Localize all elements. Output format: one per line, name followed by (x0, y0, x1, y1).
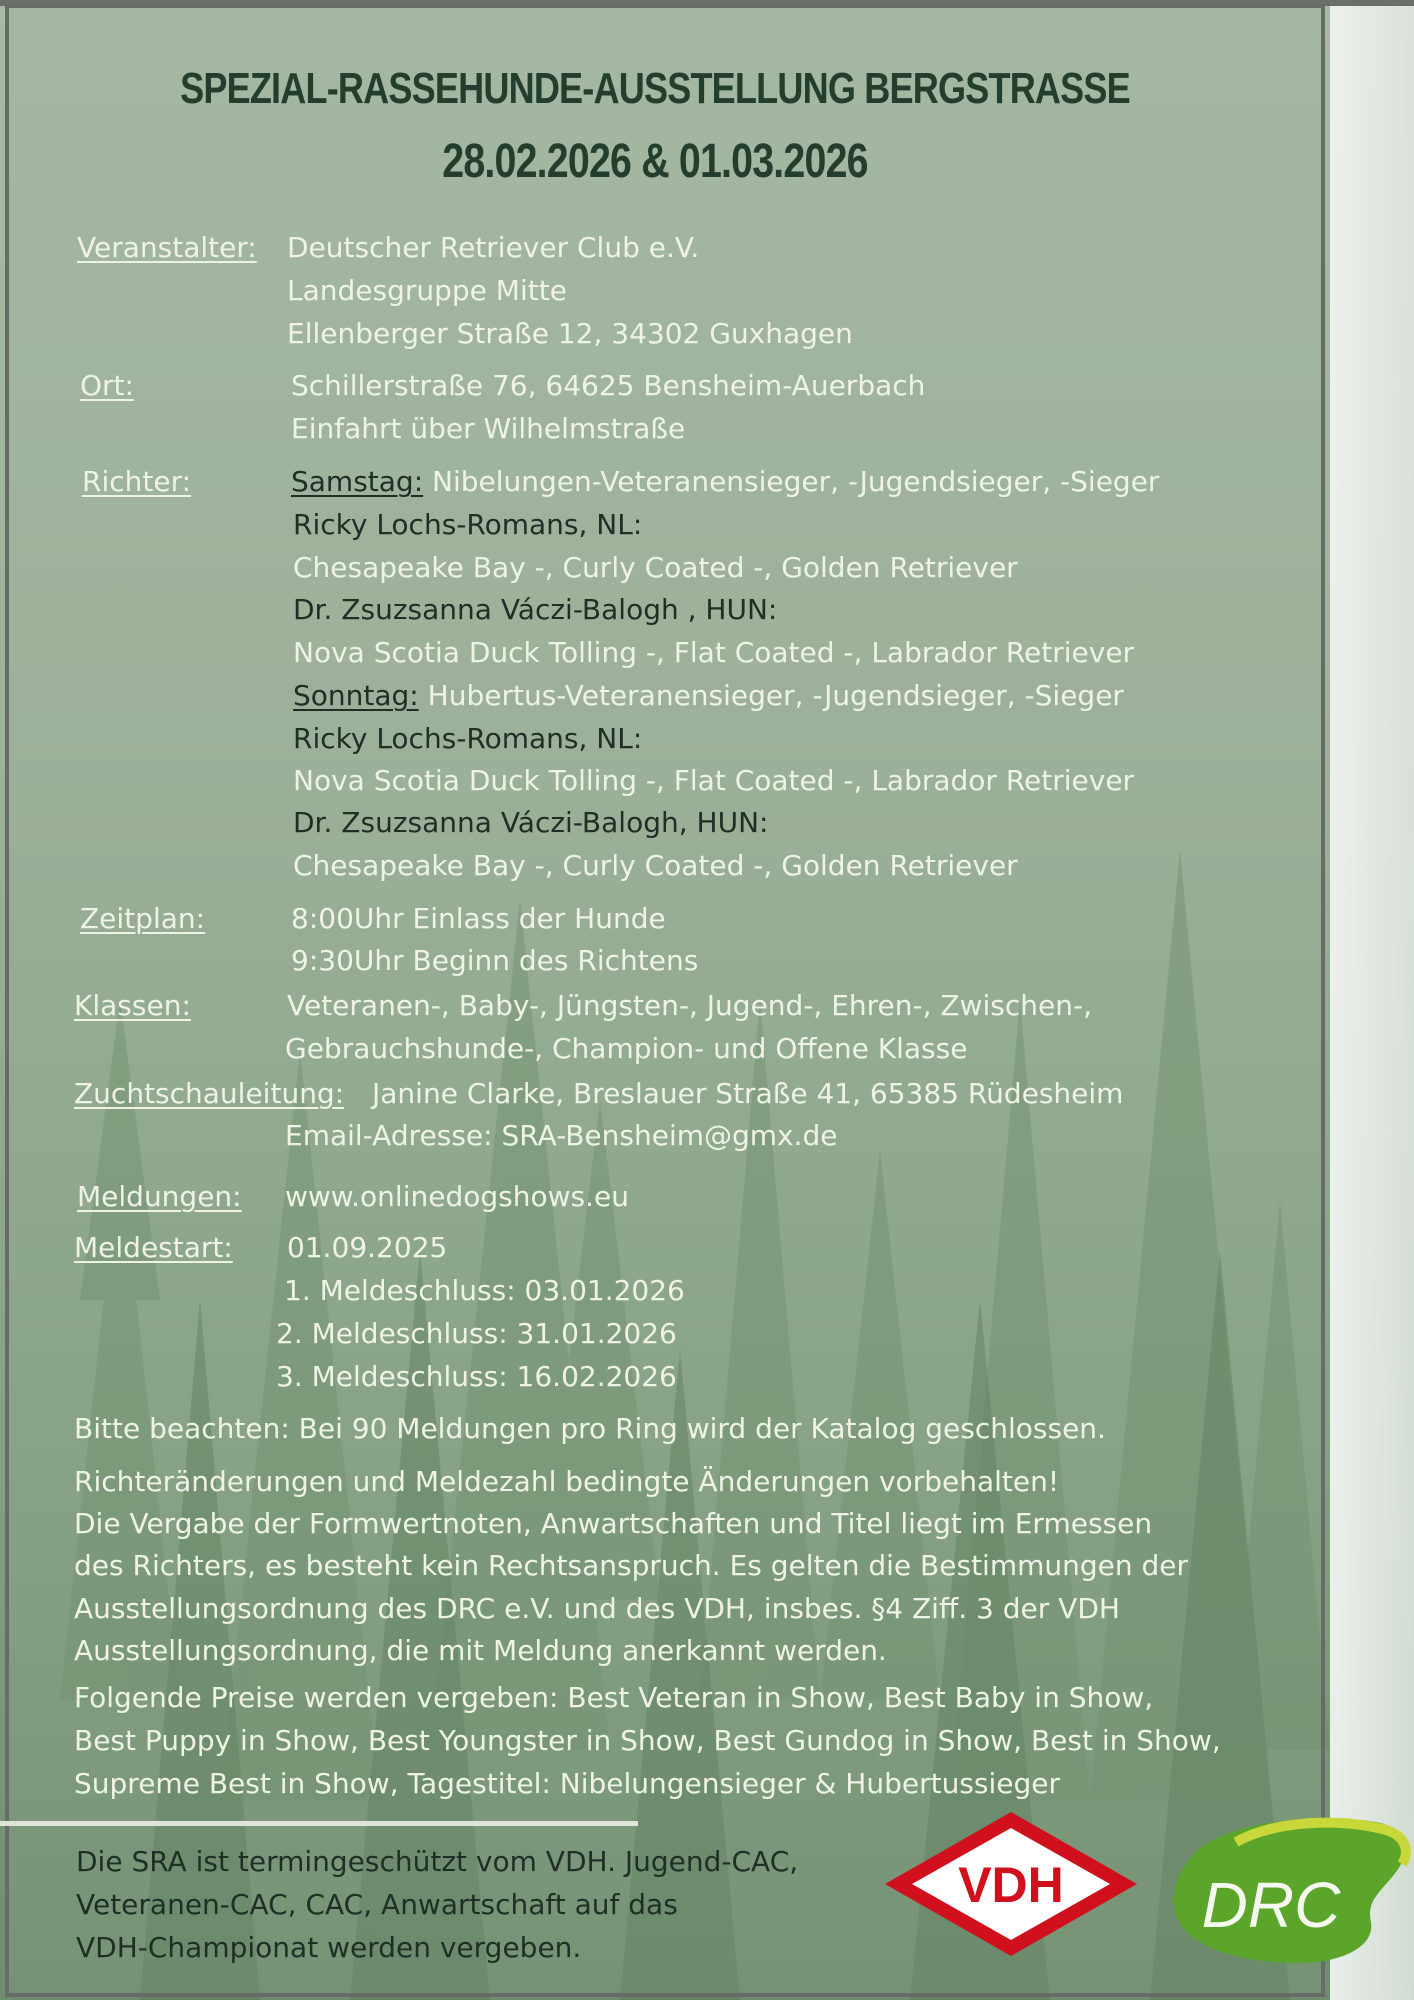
judge-name: Dr. Zsuzsanna Váczi-Balogh, HUN: (293, 806, 769, 839)
footer-line: Die SRA ist termingeschützt vom VDH. Jugend-CAC, (76, 1845, 799, 1878)
zeitplan-line: 9:30Uhr Beginn des Richtens (291, 944, 699, 977)
drc-logo-text: DRC (1201, 1869, 1341, 1941)
footer-divider (0, 1821, 638, 1826)
meldeschluss-item: 2. Meldeschluss: 31.01.2026 (276, 1317, 677, 1350)
judge-name: Ricky Lochs-Romans, NL: (293, 508, 643, 541)
veranstalter-line: Ellenberger Straße 12, 34302 Guxhagen (287, 317, 853, 350)
ort-label: Ort: (80, 369, 134, 402)
preise-line: Best Puppy in Show, Best Youngster in Show, Best Gundog in Show, Best in Show, (74, 1724, 1221, 1757)
judge-breeds: Chesapeake Bay -, Curly Coated -, Golden Retriever (293, 551, 1018, 584)
sonntag-line (293, 679, 1124, 713)
meldeschluss-item: 3. Meldeschluss: 16.02.2026 (276, 1360, 677, 1393)
preise-line: Folgende Preise werden vergeben: Best Veteran in Show, Best Baby in Show, (74, 1681, 1154, 1714)
vdh-logo-text: VDH (958, 1857, 1064, 1913)
vorbehalt-line: Richteränderungen und Meldezahl bedingte Änderungen vorbehalten! (74, 1465, 1060, 1498)
vorbehalt-line: Ausstellungsordnung, die mit Meldung anerkannt werden. (74, 1634, 887, 1667)
vdh-logo (882, 1810, 1140, 1958)
footer-line: VDH-Championat werden vergeben. (76, 1931, 582, 1964)
vorbehalt-line: Ausstellungsordnung des DRC e.V. und des VDH, insbes. §4 Ziff. 3 der VDH (74, 1592, 1120, 1625)
veranstalter-line: Landesgruppe Mitte (287, 274, 567, 307)
drc-logo (1166, 1812, 1414, 1970)
judge-breeds: Nova Scotia Duck Tolling -, Flat Coated -, Labrador Retriever (293, 764, 1135, 797)
judge-breeds: Chesapeake Bay -, Curly Coated -, Golden Retriever (293, 849, 1018, 882)
vorbehalt-line: des Richters, es besteht kein Rechtsanspruch. Es gelten die Bestimmungen der (74, 1549, 1189, 1582)
zeitplan-line: 8:00Uhr Einlass der Hunde (291, 902, 666, 935)
meldungen-label: Meldungen: (77, 1180, 242, 1213)
sonntag-title: Hubertus-Veteranensieger, -Jugendsieger, -Sieger (418, 679, 1124, 712)
veranstalter-line: Deutscher Retriever Club e.V. (287, 231, 700, 264)
vorbehalt-line: Die Vergabe der Formwertnoten, Anwartschaften und Titel liegt im Ermessen (74, 1507, 1153, 1540)
zeitplan-label: Zeitplan: (80, 902, 206, 935)
veranstalter-label: Veranstalter: (77, 231, 257, 264)
judge-name: Dr. Zsuzsanna Váczi-Balogh , HUN: (293, 593, 778, 626)
ort-line: Schillerstraße 76, 64625 Bensheim-Auerbach (291, 369, 926, 402)
zuchtschauleitung-line: Janine Clarke, Breslauer Straße 41, 65385 Rüdesheim (372, 1077, 1124, 1110)
judge-breeds: Nova Scotia Duck Tolling -, Flat Coated -, Labrador Retriever (293, 636, 1135, 669)
klassen-label: Klassen: (74, 989, 191, 1022)
meldestart-label: Meldestart: (74, 1231, 233, 1264)
klassen-line: Veteranen-, Baby-, Jüngsten-, Jugend-, Ehren-, Zwischen-, (287, 989, 1092, 1022)
meldestart-date: 01.09.2025 (287, 1231, 448, 1264)
samstag-label: Samstag: (291, 465, 424, 498)
meldeschluss-item: 1. Meldeschluss: 03.01.2026 (284, 1274, 685, 1307)
sonntag-label: Sonntag: (293, 679, 419, 712)
meldungen-link[interactable]: www.onlinedogshows.eu (285, 1180, 629, 1213)
event-title: SPEZIAL-RASSEHUNDE-AUSSTELLUNG BERGSTRASSE (180, 64, 1130, 113)
katalog-note: Bitte beachten: Bei 90 Meldungen pro Ring wird der Katalog geschlossen. (74, 1412, 1106, 1445)
klassen-line: Gebrauchshunde-, Champion- und Offene Klasse (285, 1032, 968, 1065)
zuchtschauleitung-label: Zuchtschauleitung: (74, 1077, 345, 1110)
samstag-title: Nibelungen-Veteranensieger, -Jugendsieger, -Sieger (423, 465, 1160, 498)
ort-line: Einfahrt über Wilhelmstraße (291, 412, 686, 445)
zuchtschauleitung-email: Email-Adresse: SRA-Bensheim@gmx.de (285, 1119, 838, 1152)
footer-line: Veteranen-CAC, CAC, Anwartschaft auf das (76, 1888, 678, 1921)
richter-label: Richter: (82, 465, 192, 498)
preise-line: Supreme Best in Show, Tagestitel: Nibelungensieger & Hubertussieger (74, 1767, 1061, 1800)
samstag-line (291, 465, 1159, 499)
event-dates: 28.02.2026 & 01.03.2026 (442, 135, 868, 188)
judge-name: Ricky Lochs-Romans, NL: (293, 722, 643, 755)
